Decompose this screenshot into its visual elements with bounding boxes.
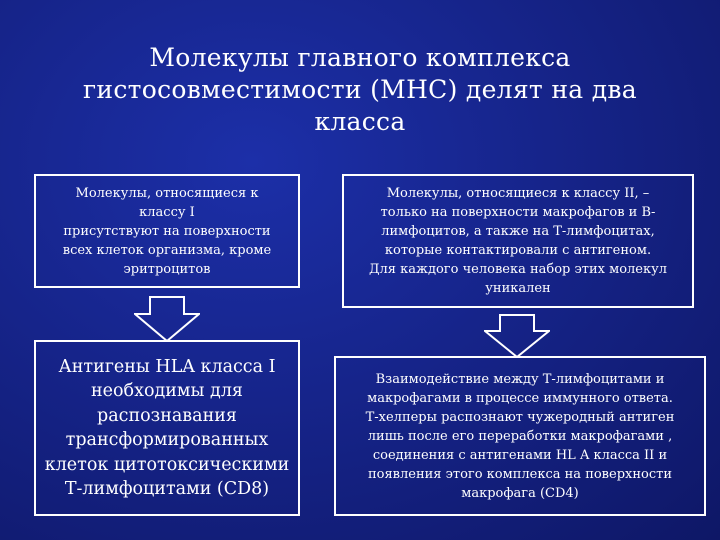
title-line: Молекулы главного комплекса	[149, 43, 571, 72]
title-line: класса	[314, 107, 406, 136]
down-arrow-icon	[134, 296, 200, 342]
class2-line: Молекулы, относящиеся к классу II, –	[386, 186, 650, 201]
hla-line: Т-лимфоцитами (CD8)	[64, 479, 270, 499]
class1-line: присутствуют на поверхности	[63, 223, 271, 239]
interaction-line: появления этого комплекса на поверхности	[367, 466, 672, 482]
hla-line: необходимы для	[91, 381, 243, 401]
interaction-line: макрофагами в процессе иммунного ответа.	[367, 390, 673, 406]
hla-class1-box	[34, 340, 300, 516]
class2-line: лимфоцитов, а также на Т-лимфоцитах,	[381, 224, 655, 239]
class1-line: всех клеток организма, кроме	[62, 242, 272, 258]
interaction-box	[334, 356, 706, 516]
class1-molecules-box	[34, 174, 300, 288]
class2-line: Для каждого человека набор этих молекул	[368, 262, 668, 277]
interaction-line: лишь после его переработки макрофагами ,	[367, 428, 673, 444]
hla-line: Антигены HLA класса I	[58, 356, 276, 377]
title-line: гистосовместимости (MHC) делят на два	[82, 75, 638, 104]
interaction-line: Взаимодействие между Т-лимфоцитами и	[375, 371, 665, 387]
class1-line: эритроцитов	[123, 261, 211, 277]
class2-line: только на поверхности макрофагов и В-	[380, 205, 656, 220]
class1-line: Молекулы, относящиеся к	[75, 185, 259, 201]
interaction-line: Т-хелперы распознают чужеродный антиген	[365, 409, 675, 425]
down-arrow-icon	[484, 314, 550, 358]
hla-line: трансформированных	[65, 430, 269, 450]
interaction-line: соединения с антигенами HL A класса II и	[372, 447, 668, 463]
slide-title	[20, 42, 700, 138]
hla-line: распознавания	[97, 405, 237, 426]
class2-line: которые контактировали с антигеном.	[384, 243, 652, 258]
class2-molecules-box	[342, 174, 694, 308]
class2-line: уникален	[485, 281, 551, 296]
hla-line: клеток цитотоксическими	[44, 454, 290, 475]
class1-line: классу I	[139, 204, 195, 220]
interaction-line: макрофага (CD4)	[461, 485, 579, 501]
